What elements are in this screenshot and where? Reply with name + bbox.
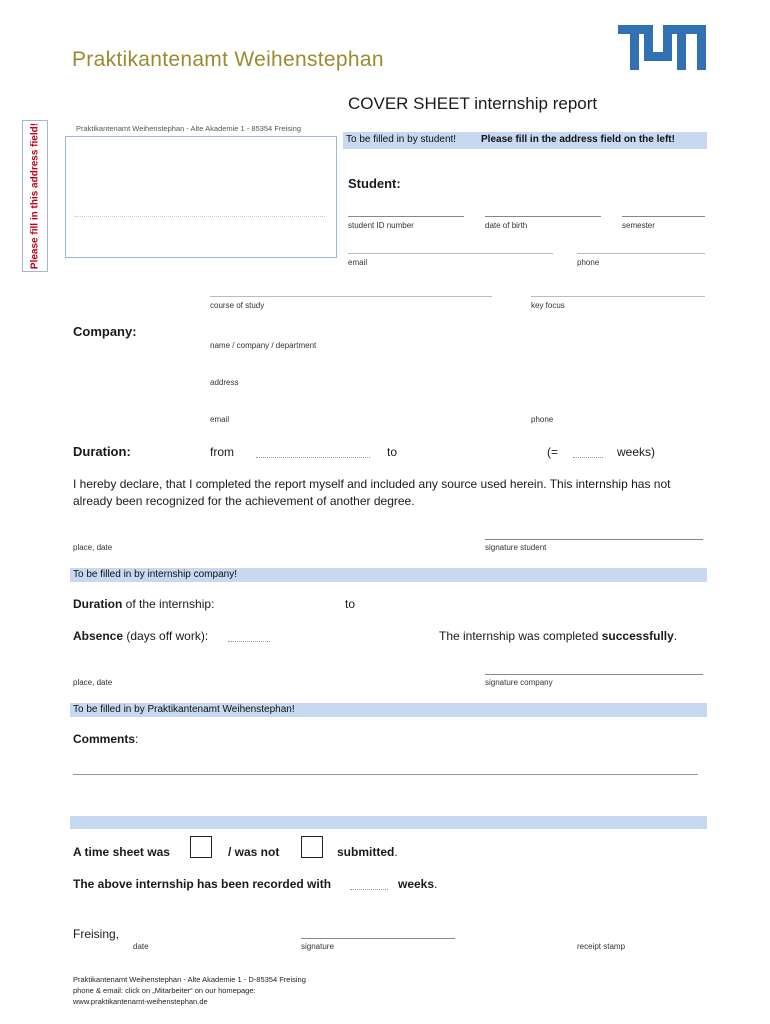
recorded-weeks-label: weeks. [398,877,438,891]
office-date-label: date [133,942,149,951]
completed-text: The internship was completed successfully. [439,629,678,643]
footer-line-1: Praktikantenamt Weihenstephan - Alte Akademie 1 - D-85354 Freising [73,975,306,984]
comments-band [70,816,707,829]
duration-weeks-label: weeks) [617,445,656,459]
student-signature-label: signature student [485,543,547,552]
comments-label: Comments: [73,732,139,746]
recorded-label: The above internship has been recorded with [73,877,332,891]
student-band [343,132,707,149]
student-id-line[interactable] [348,216,464,217]
student-band-warning: Please fill in the address field on the left! [481,134,675,145]
course-line[interactable] [210,296,492,297]
student-phone-line[interactable] [577,253,705,254]
sender-line: Praktikantenamt Weihenstephan - Alte Akademie 1 - 85354 Freising [76,124,301,133]
duration-heading: Duration: [73,444,131,459]
company-signature-label: signature company [485,678,553,687]
timesheet-label-b: / was not [228,845,280,859]
dob-line[interactable] [485,216,601,217]
company-email-label: email [210,415,230,424]
student-email-label: email [348,258,368,267]
office-signature-label: signature [301,942,334,951]
recorded-weeks-field[interactable] [350,889,388,890]
company-band [70,568,707,582]
duration-weeks-field[interactable] [573,457,603,458]
absence-row: Absence (days off work): [73,629,209,643]
internship-duration-to: to [345,597,356,611]
company-band-label: To be filled in by internship company! [73,569,237,580]
company-phone-label: phone [531,415,554,424]
tum-logo [618,25,706,70]
duration-from-label: from [210,445,234,459]
comments-line[interactable] [73,774,698,775]
student-place-date-label: place, date [73,543,113,552]
student-email-line[interactable] [348,253,553,254]
dob-label: date of birth [485,221,528,230]
student-phone-label: phone [577,258,600,267]
timesheet-no-checkbox[interactable] [301,836,323,858]
company-signature-line[interactable] [485,674,703,675]
company-heading: Company: [73,324,137,339]
student-heading: Student: [348,176,401,191]
address-dotted-line [75,216,325,217]
student-signature-line[interactable] [485,539,703,540]
office-signature-line[interactable] [301,938,455,939]
timesheet-label-c: submitted. [337,845,398,859]
internship-duration-row: Duration of the internship: [73,597,215,611]
duration-to-label: to [387,445,398,459]
page-title: Praktikantenamt Weihenstephan [72,48,384,71]
office-band-label: To be filled in by Praktikantenamt Weihenstephan! [73,704,295,715]
absence-field[interactable] [228,641,270,642]
student-band-label: To be filled in by student! [346,134,457,145]
course-label: course of study [210,301,265,310]
address-hint-vertical: Please fill in this address field! [22,120,48,272]
student-id-label: student ID number [348,221,414,230]
duration-from-field[interactable] [256,457,370,458]
footer-line-2: phone & email: click on „Mitarbeiter“ on our homepage: [73,986,256,995]
sheet-title: COVER SHEET internship report [348,94,598,113]
key-focus-line[interactable] [531,296,705,297]
semester-line[interactable] [622,216,705,217]
key-focus-label: key focus [531,301,565,310]
receipt-stamp-label: receipt stamp [577,942,626,951]
company-place-date-label: place, date [73,678,113,687]
duration-eq-label: (= [547,445,559,459]
footer-link[interactable]: www.praktikantenamt-weihenstephan.de [73,997,208,1006]
semester-label: semester [622,221,655,230]
company-address-label: address [210,378,239,387]
footer [73,974,306,1007]
office-band [70,703,707,717]
freising-label: Freising, [73,927,120,941]
timesheet-yes-checkbox[interactable] [190,836,212,858]
declaration-text: I hereby declare, that I completed the report myself and included any source used herein. This internship has not already been recognized for the achievement of another degree. [73,477,671,508]
address-field[interactable] [65,136,337,258]
company-name-label: name / company / department [210,341,317,350]
timesheet-label-a: A time sheet was [73,845,170,859]
